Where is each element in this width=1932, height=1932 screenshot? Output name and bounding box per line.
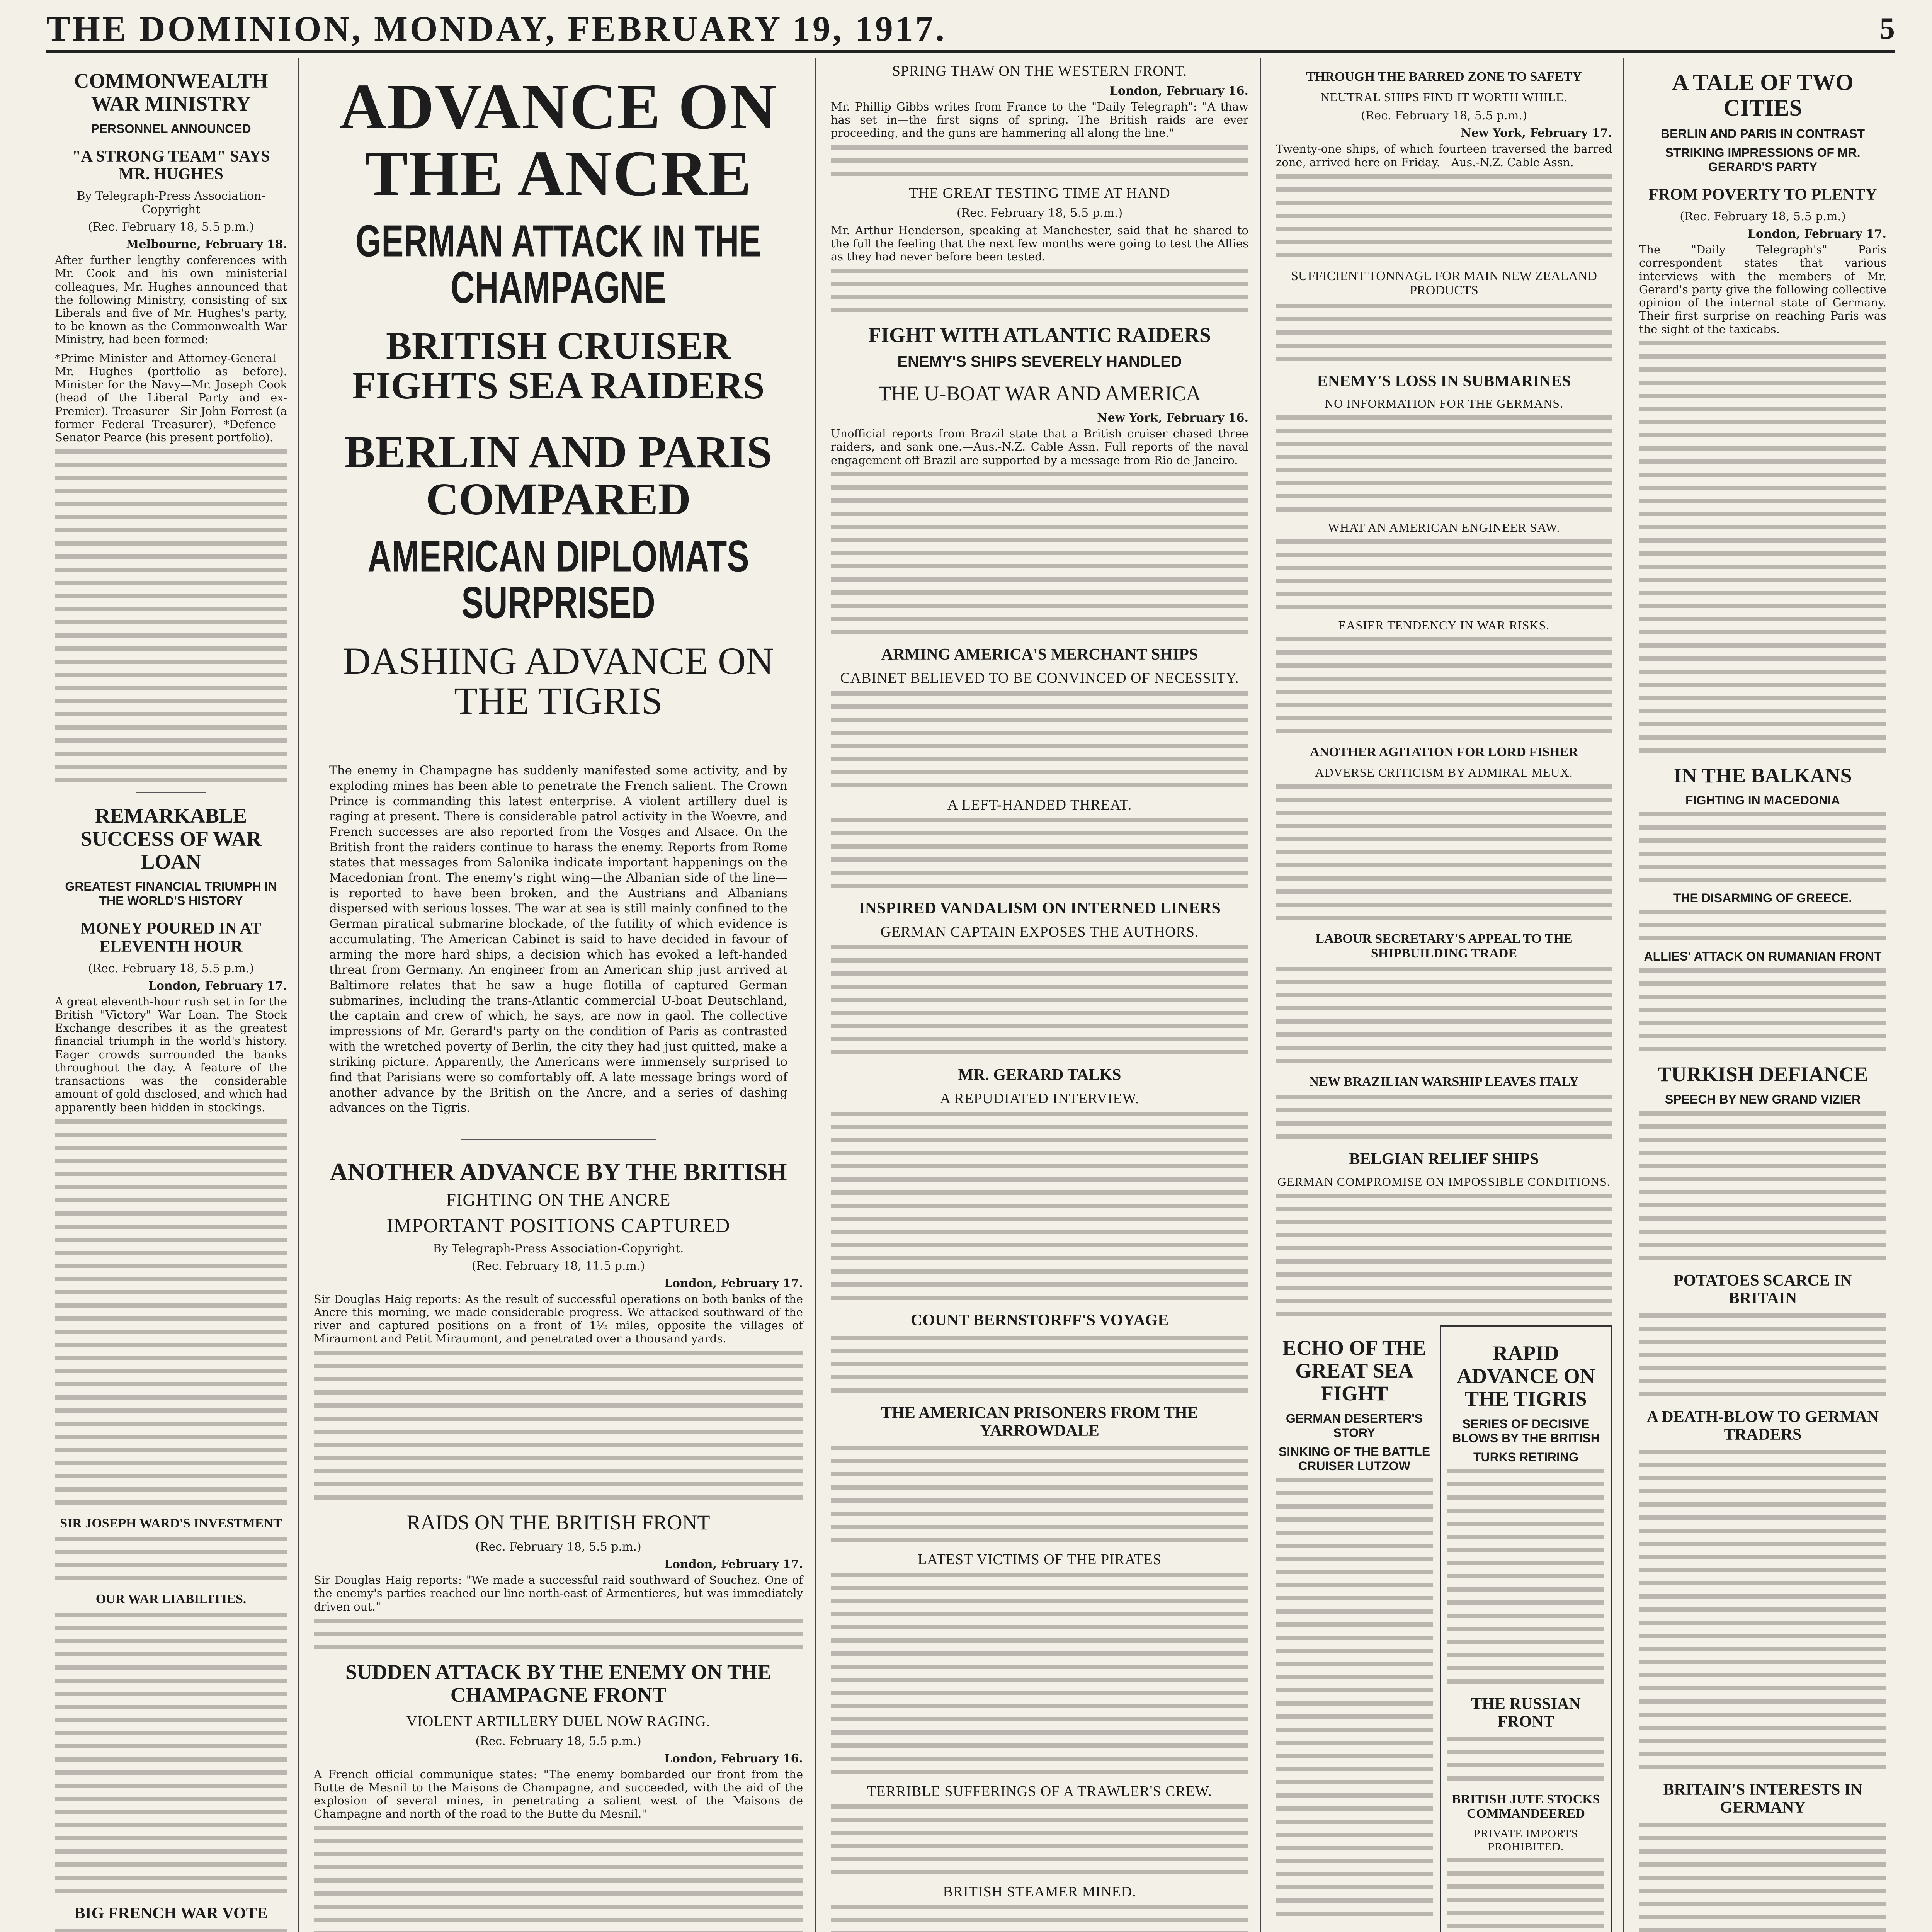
headline-turkish-defiance: TURKISH DEFIANCE (1657, 1063, 1868, 1086)
received-line: (Rec. February 18, 11.5 p.m.) (471, 1259, 645, 1273)
article-paragraph: A great eleventh-hour rush set in for the British "Victory" War Loan. The Stock Exchange describes it as the greatest financial triumph in the world's history. Eager crowds surrounded the banks throughout the day. A feature of the transactions was the considerable amount of gold disclosed, and which had apparently been hidden in stockings. (55, 995, 287, 1114)
text-block (1639, 341, 1886, 753)
headline-testing-time: THE GREAT TESTING TIME AT HAND (909, 185, 1170, 201)
text-block (314, 1351, 803, 1500)
dateline: London, February 17. (664, 1276, 803, 1290)
headline-britain-interests: BRITAIN'S INTERESTS IN GERMANY (1663, 1781, 1862, 1817)
article-paragraph: A French official communique states: "The enemy bombarded our front from the Butte de Mesnil to the Maisons de Champagne, and succeeded, with the aid of the explosion of several mines, in penetrating a salient west of the Maisons de Champagne and north of the road to the Butte du Mesnil." (314, 1767, 803, 1821)
subhead-trawler: TERRIBLE SUFFERINGS OF A TRAWLER'S CREW. (867, 1783, 1212, 1799)
article-paragraph: *Prime Minister and Attorney-General—Mr. Hughes (portfolio as before). Minister for the Navy—Mr. Joseph Cook (head of the Liberal Party and ex-Premier). Treasurer—Sir John Forrest (a former Federal Treasurer). *Defence—Senator Pearce (his present portfolio). (55, 351, 287, 444)
headline-war-liabilities: OUR WAR LIABILITIES. (95, 1592, 247, 1607)
headline-strong-team: "A STRONG TEAM" SAYS MR. HUGHES (72, 147, 270, 183)
subhead-grand-vizier: SPEECH BY NEW GRAND VIZIER (1665, 1092, 1861, 1106)
text-block (1447, 1737, 1604, 1781)
text-block (1276, 304, 1612, 361)
subhead-cabinet: CABINET BELIEVED TO BE CONVINCED OF NECESSITY. (840, 670, 1239, 686)
subhead-personnel: PERSONNEL ANNOUNCED (91, 121, 251, 136)
subhead-fighting-ancre: FIGHTING ON THE ANCRE (446, 1189, 671, 1209)
text-block (831, 1573, 1248, 1774)
received-line: (Rec. February 18, 5.5 p.m.) (475, 1734, 641, 1748)
text-block (831, 1905, 1248, 1932)
text-block (831, 818, 1248, 888)
subhead-imports-prohibited: PRIVATE IMPORTS PROHIBITED. (1473, 1827, 1578, 1853)
text-block (831, 1446, 1248, 1542)
column-5 (1631, 58, 1895, 1932)
received-line: (Rec. February 18, 5.5 p.m.) (88, 220, 254, 234)
text-block (55, 449, 287, 782)
twin-stories (1276, 1325, 1612, 1932)
headline-diplomats: AMERICAN DIPLOMATS SURPRISED (367, 531, 749, 628)
text-block (831, 691, 1248, 787)
subhead-left-handed: A LEFT-HANDED THREAT. (947, 796, 1132, 813)
subhead-turks-retiring: TURKS RETIRING (1473, 1450, 1578, 1464)
subhead-admiral-meux: ADVERSE CRITICISM BY ADMIRAL MEUX. (1315, 765, 1573, 780)
headline-echo-sea-fight: ECHO OF THE GREAT SEA FIGHT (1282, 1336, 1427, 1405)
received-line: (Rec. February 18, 5.5 p.m.) (1680, 210, 1846, 224)
headline-spring-thaw: SPRING THAW ON THE WESTERN FRONT. (892, 63, 1187, 79)
subhead-steamer-mined: BRITISH STEAMER MINED. (943, 1883, 1136, 1900)
article-paragraph: Mr. Arthur Henderson, speaking at Manchester, said that he shared to the full the feeling that the next few months were going to test the Allies as they had never before been tested. (831, 223, 1248, 264)
subhead-macedonia: FIGHTING IN MACEDONIA (1685, 793, 1840, 808)
subhead-war-risks: EASIER TENDENCY IN WAR RISKS. (1338, 618, 1550, 632)
subhead-no-information: NO INFORMATION FOR THE GERMANS. (1324, 396, 1563, 410)
dateline: New York, February 17. (1461, 126, 1612, 140)
headline-brazilian-warship: NEW BRAZILIAN WARSHIP LEAVES ITALY (1309, 1074, 1579, 1089)
column-2 (305, 58, 811, 1932)
text-block (831, 1112, 1248, 1300)
subhead-striking: STRIKING IMPRESSIONS OF MR. GERARD'S PARTY (1665, 146, 1861, 174)
text-block (55, 1929, 287, 1932)
text-block (831, 269, 1248, 312)
text-block (55, 1537, 287, 1580)
text-block (1276, 784, 1612, 920)
article-paragraph: Unofficial reports from Brazil state that a British cruiser chased three raiders, and sank one.—Aus.-N.Z. Cable Assn. Full reports of the naval engagement off Brazil are supported by a message from Rio de Janeiro. (831, 427, 1248, 467)
received-line: (Rec. February 18, 5.5 p.m.) (475, 1540, 641, 1554)
headline-sufficient-tonnage: SUFFICIENT TONNAGE FOR MAIN NEW ZEALAND PRODUCTS (1291, 269, 1597, 298)
credit-line: By Telegraph-Press Association-Copyright (77, 189, 265, 217)
headline-sir-joseph: SIR JOSEPH WARD'S INVESTMENT (60, 1516, 282, 1531)
dateline: London, February 17. (148, 979, 287, 993)
headline-arming: ARMING AMERICA'S MERCHANT SHIPS (881, 645, 1198, 663)
received-line: (Rec. February 18, 5.5 p.m.) (1361, 109, 1527, 123)
article-paragraph: Mr. Phillip Gibbs writes from France to the "Daily Telegraph": "A thaw has set in—the first signs of spring. The British raids are ever proceeding, and the guns are hammering all along the line." (831, 100, 1248, 140)
text-block (831, 472, 1248, 634)
text-block (1276, 415, 1612, 512)
headline-dashing-advance: DASHING ADVANCE ON THE TIGRIS (343, 639, 774, 723)
text-block (1639, 910, 1886, 940)
headline-latest-victims: LATEST VICTIMS OF THE PIRATES (918, 1551, 1162, 1568)
text-block (55, 1119, 287, 1505)
text-block (314, 1826, 803, 1932)
headline-berlin-paris: BERLIN AND PARIS COMPARED (345, 427, 772, 524)
headline-advance-ancre: ADVANCE ON THE ANCRE (339, 71, 777, 210)
subhead-greatest: GREATEST FINANCIAL TRIUMPH IN THE WORLD'S HISTORY (65, 879, 277, 908)
headline-commonwealth: COMMONWEALTH WAR MINISTRY (74, 69, 268, 116)
subhead-neutral-ships: NEUTRAL SHIPS FIND IT WORTH WHILE. (1320, 90, 1568, 104)
masthead (46, 7, 1895, 53)
headline-barred-zone: THROUGH THE BARRED ZONE TO SAFETY (1306, 70, 1582, 84)
subhead-german-captain: GERMAN CAPTAIN EXPOSES THE AUTHORS. (880, 924, 1199, 940)
dateline: London, February 17. (1747, 227, 1886, 241)
subhead-uboat: THE U-BOAT WAR AND AMERICA (878, 381, 1201, 405)
text-block (1639, 968, 1886, 1051)
headline-bernstorff: COUNT BERNSTORFF'S VOYAGE (910, 1311, 1169, 1330)
text-block (1276, 1478, 1433, 1916)
headline-yarrowdale: THE AMERICAN PRISONERS FROM THE YARROWDALE (881, 1404, 1198, 1440)
text-block (1276, 637, 1612, 733)
subhead-engineer: WHAT AN AMERICAN ENGINEER SAW. (1328, 520, 1560, 534)
subhead-rumanian-front: ALLIES' ATTACK ON RUMANIAN FRONT (1644, 949, 1882, 964)
headline-death-blow: A DEATH-BLOW TO GERMAN TRADERS (1646, 1408, 1879, 1444)
text-block (1639, 1313, 1886, 1396)
summary-paragraph: The enemy in Champagne has suddenly manifested some activity, and by exploding mines has been able to penetrate the French salient. The Crown Prince is commanding this latest enterprise. A violent artillery duel is raging at present. There is considerable patrol activity in the Woevre, and French successes are also reported from the Vosges and Alsace. On the British front the raiders continue to harass the enemy. Reports from Rome states that messages from Salonika indicate important happenings on the Macedonian front. The enemy's right wing—the Albanian side of the line—is reported to have been broken, and the Austrians and Albanians dispersed with serious losses. The war at sea is still mainly confined to the German piratical submarine blockade, of the futility of which evidence is accumulating. The American Cabinet is said to have decided in favour of arming the more hard ships, a decision which has evoked a left-handed threat from Germany. An engineer from an American ship just arrived at Baltimore relates that he saw a huge flotilla of captured German submarines, including the trans-Atlantic commercial U-boat Deutschland, the captain and crew of which, he says, are now in gaol. The collective impressions of Mr. Gerard's party on the condition of Paris as contrasted with the wretched poverty of Berlin, the city they had just quitted, make a striking picture. Apparently, the Americans were immensely surprised to find that Parisians were so comfortably off. A late message brings word of another advance by the British on the Ancre, and a series of dashing advances on the Tigris. (329, 764, 787, 1115)
column-1 (46, 58, 296, 1932)
headline-french-vote: BIG FRENCH WAR VOTE (74, 1904, 268, 1922)
column-rule (1260, 58, 1261, 1932)
credit-line: By Telegraph-Press Association-Copyright. (433, 1242, 684, 1255)
article-paragraph: After further lengthy conferences with Mr. Cook and his own ministerial colleagues, Mr. Hughes announced that the following Ministry, consisting of six Liberals and five of Mr. Hughes's party, to be known as the Commonwealth War Ministry, had been formed: (55, 253, 287, 346)
subhead-berlin-paris: BERLIN AND PARIS IN CONTRAST (1661, 127, 1865, 141)
received-line: (Rec. February 18, 5.5 p.m.) (956, 206, 1123, 220)
column-rule (298, 58, 299, 1932)
headline-another-advance: ANOTHER ADVANCE BY THE BRITISH (330, 1158, 787, 1185)
subhead-disarming-greece: THE DISARMING OF GREECE. (1673, 891, 1852, 905)
text-block (1276, 1095, 1612, 1139)
subhead-compromise: GERMAN COMPROMISE ON IMPOSSIBLE CONDITIONS. (1277, 1174, 1611, 1189)
text-block (314, 1619, 803, 1649)
masthead-title: THE DOMINION, MONDAY, FEBRUARY 19, 1917. (46, 9, 947, 48)
text-block (1276, 539, 1612, 609)
dateline: London, February 17. (664, 1558, 803, 1571)
headline-raids: RAIDS ON THE BRITISH FRONT (406, 1510, 710, 1534)
text-block (55, 1613, 287, 1893)
headline-jute-stocks: BRITISH JUTE STOCKS COMMANDEERED (1452, 1792, 1600, 1821)
headline-russian-front: THE RUSSIAN FRONT (1471, 1695, 1581, 1731)
headline-money-poured: MONEY POURED IN AT ELEVENTH HOUR (80, 920, 262, 956)
dateline: Melbourne, February 18. (126, 238, 287, 252)
headline-war-loan: REMARKABLE SUCCESS OF WAR LOAN (80, 804, 262, 873)
page-number: 5 (1879, 11, 1895, 46)
text-block (1447, 1858, 1604, 1932)
dateline: London, February 16. (1109, 84, 1248, 98)
headline-balkans: IN THE BALKANS (1673, 764, 1852, 787)
headline-potatoes: POTATOES SCARCE IN BRITAIN (1673, 1271, 1852, 1307)
column-4 (1267, 58, 1621, 1932)
headline-labour-secretary: LABOUR SECRETARY'S APPEAL TO THE SHIPBUILDING TRADE (1315, 932, 1573, 961)
article-paragraph: The "Daily Telegraph's" Paris correspondent states that various interviews with the members of Mr. Gerard's party give the following collective opinion of the internal state of Germany. Their first surprise on reaching Paris was the sight of the taxicabs. (1639, 243, 1886, 336)
text-block (1276, 174, 1612, 257)
headline-german-attack: GERMAN ATTACK IN THE CHAMPAGNE (355, 216, 761, 313)
headline-tale-two-cities: A TALE OF TWO CITIES (1672, 70, 1854, 121)
headline-inspired-vandalism: INSPIRED VANDALISM ON INTERNED LINERS (859, 899, 1221, 917)
text-block (1639, 812, 1886, 882)
text-block (1639, 1111, 1886, 1260)
subhead-positions: IMPORTANT POSITIONS CAPTURED (386, 1214, 730, 1237)
dateline: London, February 16. (664, 1752, 803, 1765)
column-rule (1623, 58, 1624, 1932)
article-paragraph: Twenty-one ships, of which fourteen traversed the barred zone, arrived here on Friday.—Aus.-N.Z. Cable Assn. (1276, 142, 1612, 169)
dateline: New York, February 16. (1097, 411, 1248, 425)
article-paragraph: Sir Douglas Haig reports: "We made a successful raid southward of Souchez. One of the enemy's parties reached our line north-east of Armentieres, but was immediately driven out." (314, 1573, 803, 1613)
subhead-lutzow: SINKING OF THE BATTLE CRUISER LUTZOW (1278, 1444, 1430, 1473)
headline-poverty-plenty: FROM POVERTY TO PLENTY (1648, 186, 1877, 204)
subhead-decisive-blows: SERIES OF DECISIVE BLOWS BY THE BRITISH (1452, 1417, 1600, 1445)
column-3 (822, 58, 1257, 1932)
headline-enemy-loss: ENEMY'S LOSS IN SUBMARINES (1317, 372, 1571, 390)
article-paragraph: Sir Douglas Haig reports: As the result of successful operations on both banks of the Ancre this morning, we made considerable progress. We attacked southward of the river and captured positions on a front of 1½ miles, opposite the villages of Miraumont and Petit Miraumont, and penetrated over a thousand yards. (314, 1292, 803, 1345)
text-block (831, 1336, 1248, 1393)
story-tigris (1440, 1325, 1612, 1932)
text-block (831, 1804, 1248, 1874)
story-echo (1276, 1325, 1433, 1932)
headline-sudden-attack: SUDDEN ATTACK BY THE ENEMY ON THE CHAMPAGNE FRONT (345, 1660, 772, 1707)
headline-atlantic-raiders: FIGHT WITH ATLANTIC RAIDERS (868, 323, 1211, 347)
text-block (831, 945, 1248, 1054)
text-block (831, 145, 1248, 176)
column-rule (815, 58, 816, 1932)
headline-gerard-talks: MR. GERARD TALKS (958, 1066, 1121, 1084)
headline-british-cruiser: BRITISH CRUISER FIGHTS SEA RAIDERS (352, 324, 765, 407)
subhead-artillery: VIOLENT ARTILLERY DUEL NOW RAGING. (406, 1713, 711, 1730)
received-line: (Rec. February 18, 5.5 p.m.) (88, 961, 254, 975)
text-block (1639, 1450, 1886, 1769)
subhead-deserter: GERMAN DESERTER'S STORY (1286, 1411, 1423, 1440)
subhead-enemy-ships: ENEMY'S SHIPS SEVERELY HANDLED (897, 353, 1182, 370)
headline-rapid-advance: RAPID ADVANCE ON THE TIGRIS (1457, 1341, 1595, 1411)
text-block (1447, 1469, 1604, 1684)
text-block (1276, 967, 1612, 1063)
text-block (1276, 1194, 1612, 1316)
text-block (1639, 1823, 1886, 1932)
headline-belgian-relief: BELGIAN RELIEF SHIPS (1349, 1150, 1539, 1168)
subhead-repudiated: A REPUDIATED INTERVIEW. (940, 1090, 1139, 1107)
headline-lord-fisher: ANOTHER AGITATION FOR LORD FISHER (1310, 745, 1578, 759)
